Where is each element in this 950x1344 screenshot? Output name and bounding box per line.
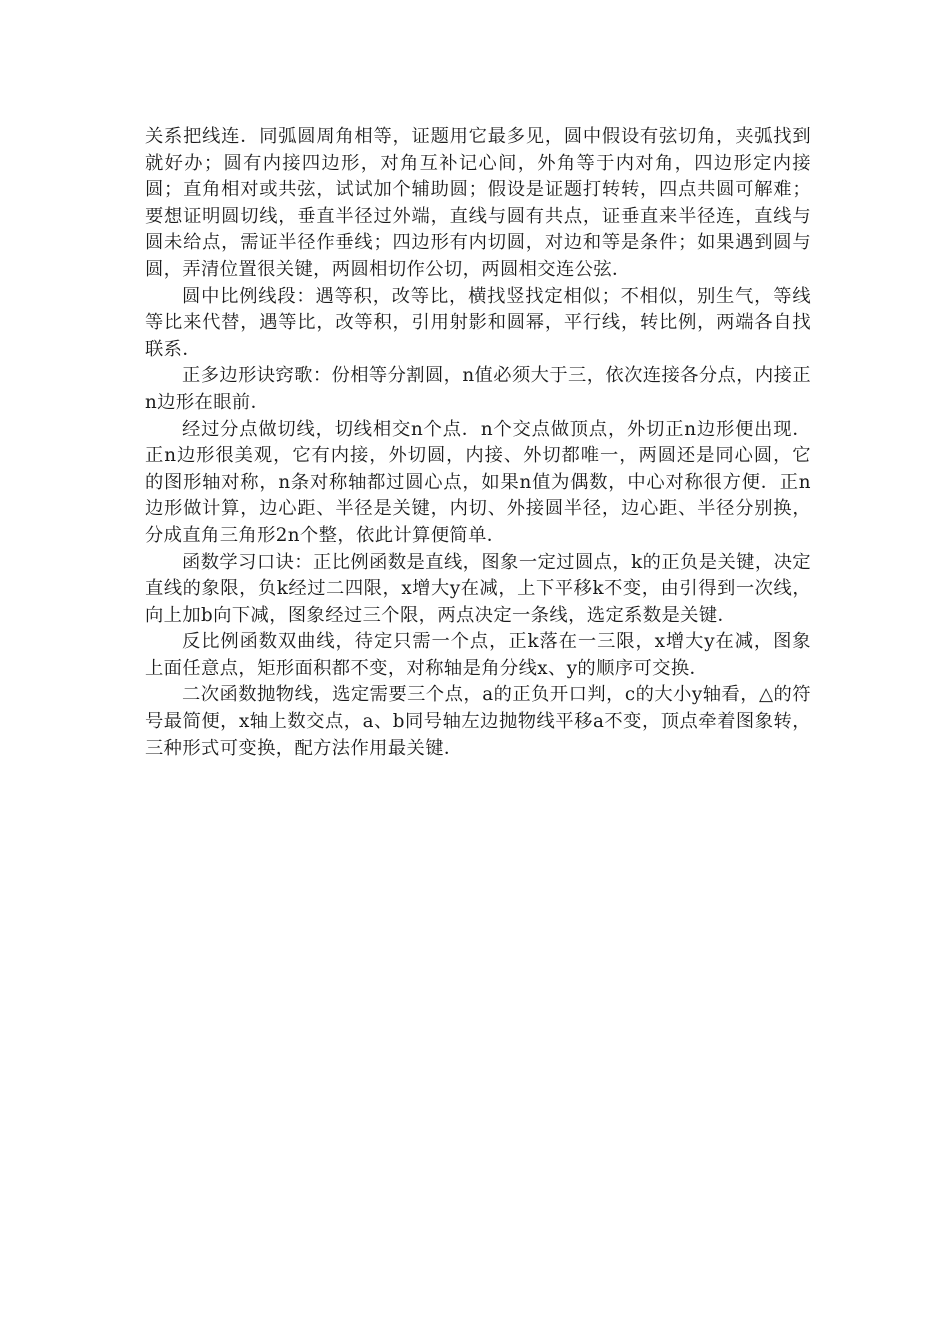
paragraph-quadratic-function: 二次函数抛物线，选定需要三个点，a的正负开口判，c的大小y轴看，△的符号最简便，x轴上数交点，a、b同号轴左边抛物线平移a不变，顶点牵着图象转，三种形式可变换，配方法作用最关键． — [145, 684, 811, 759]
body-text — [145, 124, 811, 762]
paragraph-circumscribed-polygon: 经过分点做切线，切线相交n个点．n个交点做顶点，外切正n边形便出现．正n边形很美观，它有内接，外切圆，内接、外切都唯一，两圆还是同心圆，它的图形轴对称，n条对称轴都过圆心点，如果n值为偶数，中心对称很方便．正n边形做计算，边心距、半径是关键，内切、外接圆半径，边心距、半径分别换，分成直角三角形2n个整，依此计算便简单． — [145, 418, 811, 546]
paragraph-linear-function: 函数学习口诀：正比例函数是直线，图象一定过圆点，k的正负是关键，决定直线的象限，负k经过二四限，x增大y在减，上下平移k不变，由引得到一次线，向上加b向下减，图象经过三个限，两点决定一条线，选定系数是关键． — [145, 551, 811, 626]
paragraph-circle-theorems: 关系把线连．同弧圆周角相等，证题用它最多见，圆中假设有弦切角，夹弧找到就好办；圆有内接四边形，对角互补记心间，外角等于内对角，四边形定内接圆；直角相对或共弦，试试加个辅助圆；假设是证题打转转，四点共圆可解难；要想证明圆切线，垂直半径过外端，直线与圆有共点，证垂直来半径连，直线与圆未给点，需证半径作垂线；四边形有内切圆，对边和等是条件；如果遇到圆与圆，弄清位置很关键，两圆相切作公切，两圆相交连公弦． — [145, 126, 811, 280]
paragraph-regular-polygon-song: 正多边形诀窍歌：份相等分割圆，n值必须大于三，依次连接各分点，内接正n边形在眼前． — [145, 365, 811, 413]
paragraph-inverse-function: 反比例函数双曲线，待定只需一个点，正k落在一三限，x增大y在减，图象上面任意点，矩形面积都不变，对称轴是角分线x、y的顺序可交换． — [145, 631, 811, 679]
paragraph-proportional-segments: 圆中比例线段：遇等积，改等比，横找竖找定相似；不相似，别生气，等线等比来代替，遇等比，改等积，引用射影和圆幂，平行线，转比例，两端各自找联系． — [145, 285, 811, 360]
